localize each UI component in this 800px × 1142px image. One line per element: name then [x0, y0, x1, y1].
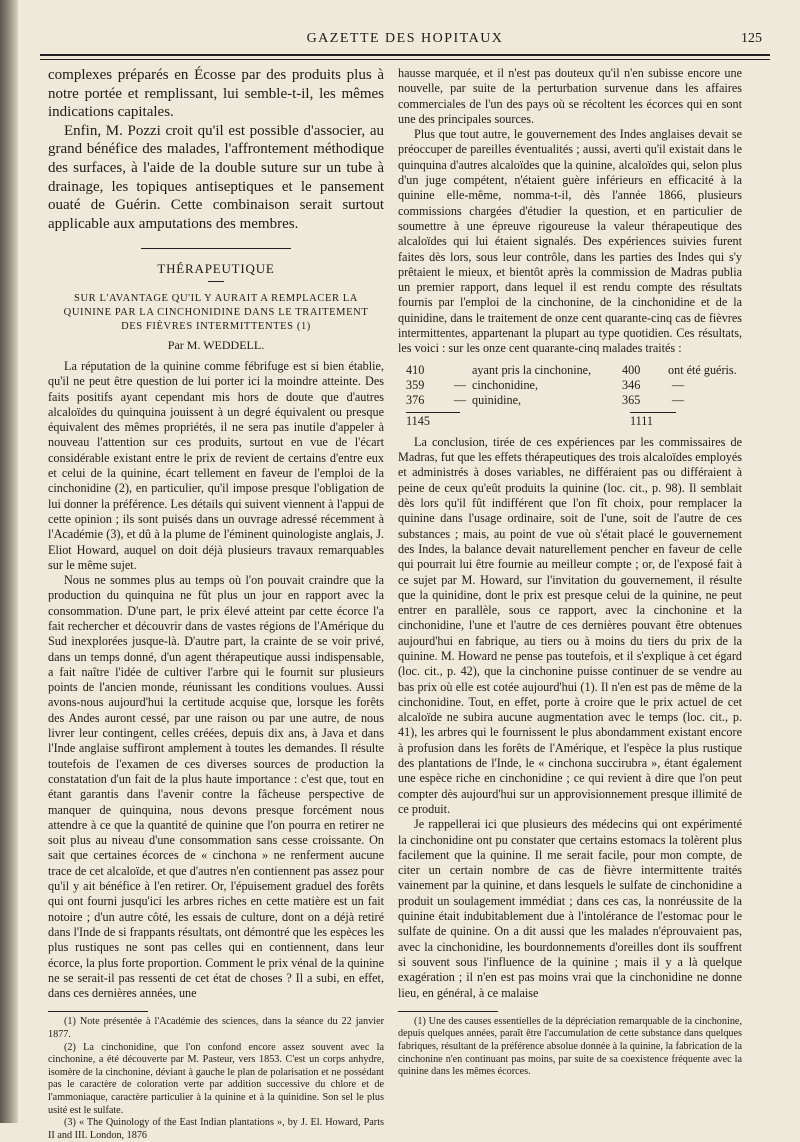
paragraph: Enfin, M. Pozzi croit qu'il est possible d'associer, au grand bénéfice des malades, l'affrontement méthodique des surfaces, à l'aide de la double suture sur un tube à drainage, les topiques antiseptiques et le pansement ouaté de Guérin. Cette combinaison serait surtout applicable aux amputations des membres.: [48, 122, 384, 232]
results-table: [406, 363, 742, 429]
paragraph: Je rappellerai ici que plusieurs des médecins qui ont expérimenté la cinchonidine ont pu constater que certains estomacs la tolèrent plus facilement que la quinine. Il me serait facile, pour mon compte, de citer un certain nombre de cas de fièvre intermittente traités vainement par la quinine, et dans lesquels le sulfate de cinchonidine a produit un soulagement immédiat ; dans ces cas, la nonréussite de la quinine était indubitablement due à l'intolérance de l'estomac pour le sulfate de quinine. On a dit aussi que les malades n'éprouvaient pas, avec la cinchonidine, les bourdonnements d'oreilles dont ils souffrent si souvent sous l'influence de la quinine ; mais il y a là quelque exagération ; il n'en est pas moins vrai que la cinchonidine ne donne lieu, en général, à ce malaise: [398, 817, 742, 1000]
footnote-rule: [398, 1011, 498, 1012]
header-rule-thin: [40, 59, 770, 60]
section-title: THÉRAPEUTIQUE: [157, 261, 275, 277]
journal-title: GAZETTE DES HOPITAUX: [306, 31, 504, 46]
section-divider: [48, 241, 384, 255]
page-number: 125: [741, 31, 762, 46]
alkaloid-label: cinchonidine,: [472, 377, 538, 392]
treated-count: 410: [406, 362, 425, 377]
article-subtitle: SUR L'AVANTAGE QU'IL Y AURAIT A REMPLACER LA QUININE PAR LA CINCHONIDINE DANS LE TRAITEMENT DES FIÈVRES INTERMITTENTES (1): [63, 292, 369, 332]
title-dash: [208, 281, 224, 282]
treated-count: 376: [406, 393, 425, 408]
results-totals: [406, 412, 742, 429]
total-treated: 1145: [406, 412, 460, 429]
footnote: (3) « The Quinology of the East Indian plantations », by J. El. Howard, Parts II and III. London, 1876: [48, 1117, 384, 1141]
results-row: [406, 378, 742, 393]
results-row: [406, 363, 742, 378]
alkaloid-label: ayant pris la cinchonine,: [472, 362, 592, 377]
footnote-rule: [48, 1011, 148, 1012]
paragraph: complexes préparés en Écosse par des produits plus à notre portée et remplissant, lui semble-t-il, les mêmes indications capitales.: [48, 67, 384, 121]
right-column: [398, 66, 742, 1079]
ditto-mark: —: [671, 393, 685, 408]
left-column: [48, 66, 384, 1142]
results-row: [406, 393, 742, 408]
article-author: Par M. WEDDELL.: [167, 337, 265, 352]
header-rule-thick: [40, 54, 770, 56]
footnote: (1) Note présentée à l'Académie des sciences, dans la séance du 22 janvier 1877.: [48, 1016, 384, 1040]
cured-count: 346: [622, 377, 641, 392]
alkaloid-label: quinidine,: [472, 393, 522, 408]
ditto-mark: —: [453, 393, 467, 408]
ditto-mark: —: [671, 377, 685, 392]
footnote: (1) Une des causes essentielles de la dépréciation remarquable de la cinchonine, depuis quelques années, paraît être l'accumulation de cette substance dans quelques fabriques, résultant de la préférence absolue donnée à la quinine, la fabrication de la cinchonine n'en continuant pas moins, par suite de sa coexistence fréquente avec la quinine dans les mêmes écorces.: [398, 1015, 742, 1078]
ditto-mark: [448, 363, 472, 378]
treated-count: 359: [406, 377, 425, 392]
ditto-mark: —: [453, 377, 467, 392]
total-cured: 1111: [630, 412, 676, 429]
paragraph: La réputation de la quinine comme fébrifuge est si bien établie, qu'il ne peut être question de lui porter ici la moindre atteinte. Des faits positifs ayant cependant mis hors de doute que d'autres alcaloïdes du quinquina jouissent à un degré équivalent ou presque équivalent des mêmes propriétés, il ne sera pas inutile d'appeler à nouveau l'attention sur ces produits, surtout en vue de l'écart considérable existant entre le prix de revient de certains d'entre eux et celui de la quinine, écart tellement en faveur de l'emploi de la cinchonidine (2), en particulier, qu'il impose presque l'obligation de lui donner la préférence. Les détails qui suivent viennent à l'appui de cette opinion ; ils sont puisés dans un ouvrage adressé récemment à l'Académie (3), et dû à la plume de l'éminent quinologiste anglais, J. Eliot Howard, auquel on doit déjà plusieurs travaux remarquables sur le même sujet.: [48, 358, 384, 572]
cured-count: 365: [622, 393, 641, 408]
page-header: [40, 28, 770, 50]
footnote: (2) La cinchonidine, que l'on confond encore assez souvent avec la cinchonine, a été découverte par M. Pasteur, vers 1853. C'est un corps anhydre, isomère de la cinchonine, déviant à gauche le plan de polarisation et ne possédant pas le caractère de coloration verte par addition successive du chlore et de l'ammoniaque, caractère particulier à la quinine et à la quinidine. Son sel le plus usité est le sulfate.: [48, 1041, 384, 1116]
paragraph: Plus que tout autre, le gouvernement des Indes anglaises devait se préoccuper de pareilles éventualités ; aussi, averti qu'il existait dans le quinquina d'autres alcaloïdes que la quinine, alcaloïdes qui, selon plus d'un juge compétent, n'étaient guère inférieurs en efficacité à la quinine elle-même, nomma-t-il, dès l'année 1866, plusieurs commissions chargées d'étudier la question, et en particulier de soumettre à une épreuve rigoureuse la valeur thérapeutique des alcaloïdes qui lui étaient signalés. Des expériences suivies furent faites dès lors, sous leur contrôle, dans les parties des Indes qui s'y prêtaient le mieux, et bientôt après la commission de Madras publia un premier rapport, dans lequel il est rendu compte des résultats fournis par l'emploi de la cinchonine, de la cinchonidine et de la quinidine, dans le traitement de onze cent quarante-cinq cas de fièvres intermittentes, appartenant la plupart au type quotidien. Ces résultats, les voici : sur les onze cent quarante-cinq malades traités :: [398, 127, 742, 356]
paragraph: Nous ne sommes plus au temps où l'on pouvait craindre que la production du quinquina ne fût plus un jour en rapport avec la consommation. D'une part, le prix élevé atteint par cette écorce l'a fait rechercher et découvrir dans de vastes régions de l'Amérique du Sud inexplorées jusque-là. D'autre part, la crainte de se voir privé, dans un temps donné, d'un agent thérapeutique aussi indispensable, a fait naître l'idée de cultiver l'arbre qui le fournit sur plusieurs points de l'ancien monde, réunissant les conditions voulues. Aussi avons-nous aujourd'hui la certitude acquise que, lorsque les forêts des Andes auront cessé, par une raison ou par une autre, de nous livrer leur contingent, celles créées, depuis dix ans, à Java et dans l'Inde anglaise suffiront amplement à toutes les demandes. Il résulte toutefois de l'examen de ces diverses sources de production la constatation d'un fait de la plus haute importance : c'est que, tout en étant garantis dans l'avenir contre la fâcheuse perspective de manquer de quinquina, nous devons presque forcément nous attendre à ce que la quantité de quinine que l'on pourra en retirer ne soit plus au niveau d'une consommation sans cesse croissante. On sait que certaines écorces de « cinchona » ne renferment aucune trace de cet alcaloïde, et que d'autres n'en contiennent pas assez pour qu'il y ait bénéfice à l'en retirer. Or, l'épuisement graduel des forêts qui ont fourni jusqu'ici les arbres riches en cette matière est un fait notoire ; d'un autre côté, les essais de culture, dont on a déjà retiré dans l'Inde de si frappants résultats, ont démontré que les espèces les plus rustiques ne sont pas celles qui en contiennent, dans leur écorce, la plus forte proportion. Comment le prix vénal de la quinine ne se serait-il pas ressenti de cet état de choses ? Il a subi, en effet, dans ces dernières années, une: [48, 573, 384, 1001]
paragraph: La conclusion, tirée de ces expériences par les commissaires de Madras, fut que les effets thérapeutiques des trois alcaloïdes employés et administrés à doses variables, ne différaient pas ou différaient à peine de ceux qu'eût produits la quinine (loc. cit., p. 98). Il semblait dès lors qu'il fût indifférent que l'on fît choix, pour remplacer la quinine dans l'usage ordinaire, soit de l'une, soit de l'autre de ces substances ; mais, au point de vue où s'était placé le gouvernement des Indes, la balance devait naturellement pencher en faveur de celle qui pourrait lui être fournie au meilleur compte ; or, de l'exposé fait à ce sujet par M. Howard, sur l'invitation du gouvernement, il résulte que la quinidine, dont le prix est presque celui de la quinine, ne peut entrer en parallèle, sous ce rapport, avec la cinchonine et la cinchonidine, l'une et l'autre de ces dernières pouvant être obtenues aujourd'hui en fabrique, au tiers ou à moins du tiers du prix de la quinine. M. Howard ne pense pas toutefois, et il s'explique à cet égard (loc. cit., p. 42), que la cinchonine puisse continuer de se vendre au bas prix où elle est cotée aujourd'hui (1). Il n'en est pas de même de la cinchonidine. Tout, en effet, porte à croire que le prix actuel de cet alcaloïde ne subira aucune augmentation avec le temps (loc. cit., p. 41), les arbres qui le fournissent le plus abondamment existant encore à profusion dans les forêts de l'Amérique, et l'espèce la plus rustique des plantations de l'Inde, le « cinchona succirubra », étant également une espèce riche en cinchonidine ; ce qui revient à dire que l'on peut compter dès aujourd'hui sur un approvisionnement presque illimité de ce produit.: [398, 434, 742, 816]
cured-count: 400: [622, 362, 641, 377]
paragraph: hausse marquée, et il n'est pas douteux qu'il n'en subisse encore une nouvelle, par suite de la perturbation survenue dans les affaires commerciales de l'un des pays où se récoltent les écorces qui en sont une des principales sources.: [398, 66, 742, 126]
page-binding-edge: [0, 0, 18, 1123]
result-tail: ont été guéris.: [668, 362, 737, 377]
